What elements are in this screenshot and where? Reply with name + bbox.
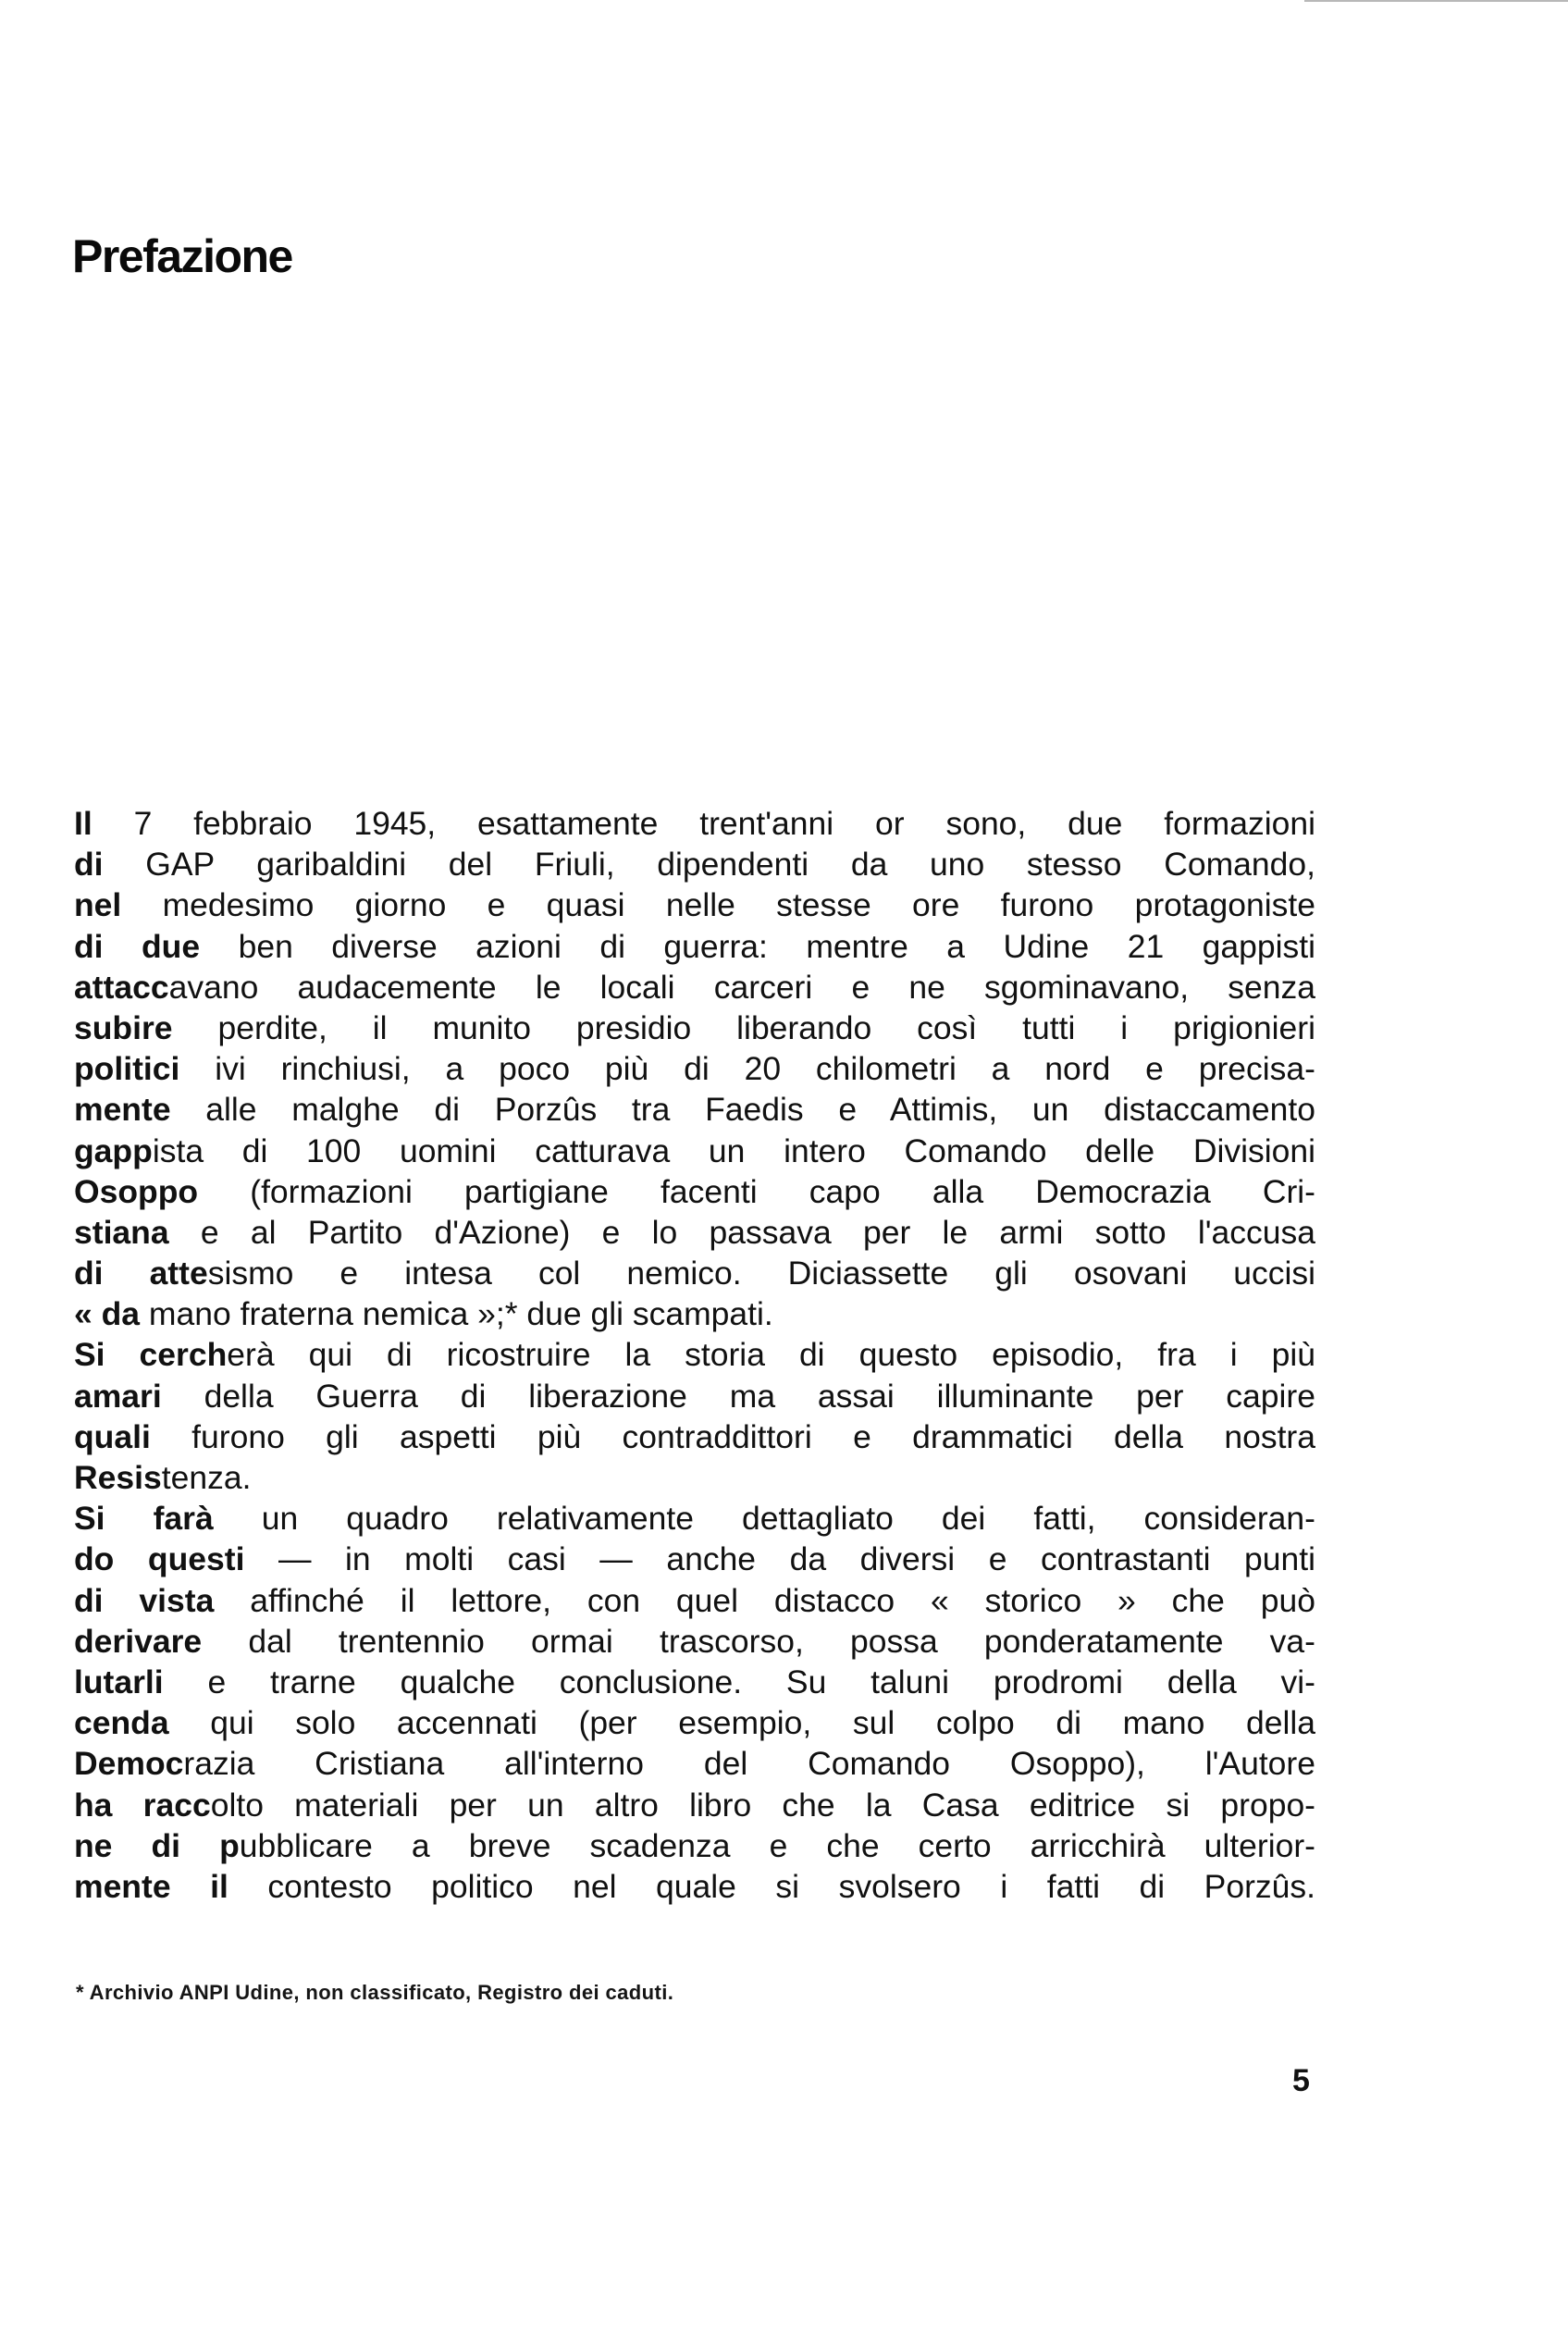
text-line <box>74 1376 1315 1416</box>
line-rest: erà qui di ricostruire la storia di questo episodio, fra i più <box>227 1336 1316 1374</box>
line-lead-bold: gapp <box>74 1131 153 1169</box>
text-line <box>74 1457 1315 1498</box>
text-line <box>74 1539 1315 1579</box>
line-rest: 7 febbraio 1945, esattamente trent'anni or sono, due formazioni <box>92 805 1315 842</box>
line-lead-bold: quali <box>74 1417 151 1455</box>
line-rest: olto materiali per un altro libro che la Casa editrice si propo- <box>210 1786 1316 1824</box>
text-line <box>74 1785 1315 1825</box>
line-lead-bold: Si cerch <box>74 1336 228 1374</box>
line-lead-bold: Democ <box>74 1745 184 1783</box>
line-rest: ista di 100 uomini catturava un intero Comando delle Divisioni <box>152 1131 1315 1169</box>
line-rest: (formazioni partigiane facenti capo alla Democrazia Cri- <box>198 1172 1315 1210</box>
line-rest: mano fraterna nemica »;* due gli scampati. <box>140 1295 773 1333</box>
line-lead-bold: do questi <box>74 1540 245 1578</box>
line-rest: perdite, il munito presidio liberando così tutti i prigionieri <box>172 1008 1315 1046</box>
line-lead-bold: amari <box>74 1377 162 1415</box>
line-lead-bold: Osoppo <box>74 1172 199 1210</box>
line-lead-bold: di <box>74 846 104 884</box>
line-rest: e al Partito d'Azione) e lo passava per le armi sotto l'accusa <box>168 1213 1315 1251</box>
line-rest: sismo e intesa col nemico. Diciassette gli osovani uccisi <box>207 1255 1315 1292</box>
text-line <box>74 884 1315 925</box>
line-rest: dal trentennio ormai trascorso, possa ponderatamente va- <box>202 1622 1315 1660</box>
line-rest: alle malghe di Porzûs tra Faedis e Attimis, un distaccamento <box>170 1091 1315 1129</box>
text-line <box>74 967 1315 1008</box>
line-rest: ubblicare a breve scadenza e che certo arricchirà ulterior- <box>239 1826 1316 1864</box>
line-rest: della Guerra di liberazione ma assai illuminante per capire <box>161 1377 1315 1415</box>
line-lead-bold: Resis <box>74 1459 162 1496</box>
line-rest: tenza. <box>161 1459 252 1496</box>
preface-body <box>74 803 1315 1907</box>
text-line <box>74 1253 1315 1293</box>
line-rest: — in molti casi — anche da diversi e contrastanti punti <box>244 1540 1315 1578</box>
line-rest: avano audacemente le locali carceri e ne sgominavano, senza <box>168 968 1315 1006</box>
text-line <box>74 926 1315 967</box>
text-line <box>74 1825 1315 1866</box>
top-edge-rule <box>1304 0 1568 2</box>
line-lead-bold: mente il <box>74 1867 228 1905</box>
text-line <box>74 1702 1315 1743</box>
line-rest: GAP garibaldini del Friuli, dipendenti da uno stesso Comando, <box>103 846 1315 884</box>
text-line <box>74 1580 1315 1621</box>
line-lead-bold: politici <box>74 1050 180 1088</box>
line-lead-bold: nel <box>74 886 122 924</box>
text-line <box>74 1866 1315 1907</box>
text-line <box>74 1621 1315 1662</box>
line-rest: ben diverse azioni di guerra: mentre a Udine 21 gappisti <box>200 927 1316 965</box>
line-lead-bold: « da <box>74 1295 141 1333</box>
line-rest: furono gli aspetti più contraddittori e drammatici della nostra <box>150 1417 1315 1455</box>
line-lead-bold: ne di p <box>74 1826 240 1864</box>
text-line <box>74 1334 1315 1375</box>
text-line <box>74 1048 1315 1089</box>
text-line <box>74 1212 1315 1253</box>
text-line <box>74 844 1315 884</box>
line-lead-bold: mente <box>74 1091 171 1129</box>
line-rest: e trarne qualche conclusione. Su taluni prodromi della vi- <box>163 1663 1315 1700</box>
text-line <box>74 1008 1315 1048</box>
page-number: 5 <box>1292 2063 1310 2098</box>
text-line <box>74 1416 1315 1457</box>
text-line <box>74 1662 1315 1702</box>
line-rest: medesimo giorno e quasi nelle stesse ore furono protagoniste <box>121 886 1315 924</box>
line-lead-bold: ha racc <box>74 1786 211 1824</box>
text-line <box>74 1743 1315 1784</box>
text-line <box>74 803 1315 844</box>
line-lead-bold: subire <box>74 1008 173 1046</box>
line-lead-bold: stiana <box>74 1213 169 1251</box>
line-lead-bold: di atte <box>74 1255 208 1292</box>
line-lead-bold: Il <box>74 805 93 842</box>
line-lead-bold: Si farà <box>74 1500 214 1538</box>
line-rest: un quadro relativamente dettagliato dei fatti, consideran- <box>213 1500 1315 1538</box>
line-lead-bold: di due <box>74 927 201 965</box>
line-lead-bold: lutarli <box>74 1663 164 1700</box>
line-lead-bold: cenda <box>74 1704 169 1742</box>
line-lead-bold: attacc <box>74 968 169 1006</box>
line-rest: qui solo accennati (per esempio, sul colpo di mano della <box>168 1704 1315 1742</box>
text-line <box>74 1131 1315 1171</box>
text-line <box>74 1089 1315 1130</box>
line-rest: ivi rinchiusi, a poco più di 20 chilometri a nord e precisa- <box>179 1050 1315 1088</box>
line-lead-bold: derivare <box>74 1622 203 1660</box>
line-lead-bold: di vista <box>74 1581 215 1619</box>
line-rest: razia Cristiana all'interno del Comando Osoppo), l'Autore <box>183 1745 1315 1783</box>
text-line <box>74 1293 1315 1334</box>
line-rest: affinché il lettore, con quel distacco « storico » che può <box>214 1581 1316 1619</box>
page-title: Prefazione <box>72 230 292 282</box>
line-rest: contesto politico nel quale si svolsero i fatti di Porzûs. <box>228 1867 1315 1905</box>
text-line <box>74 1171 1315 1212</box>
text-line <box>74 1498 1315 1539</box>
footnote: * Archivio ANPI Udine, non classificato, Registro dei caduti. <box>76 1981 674 2004</box>
